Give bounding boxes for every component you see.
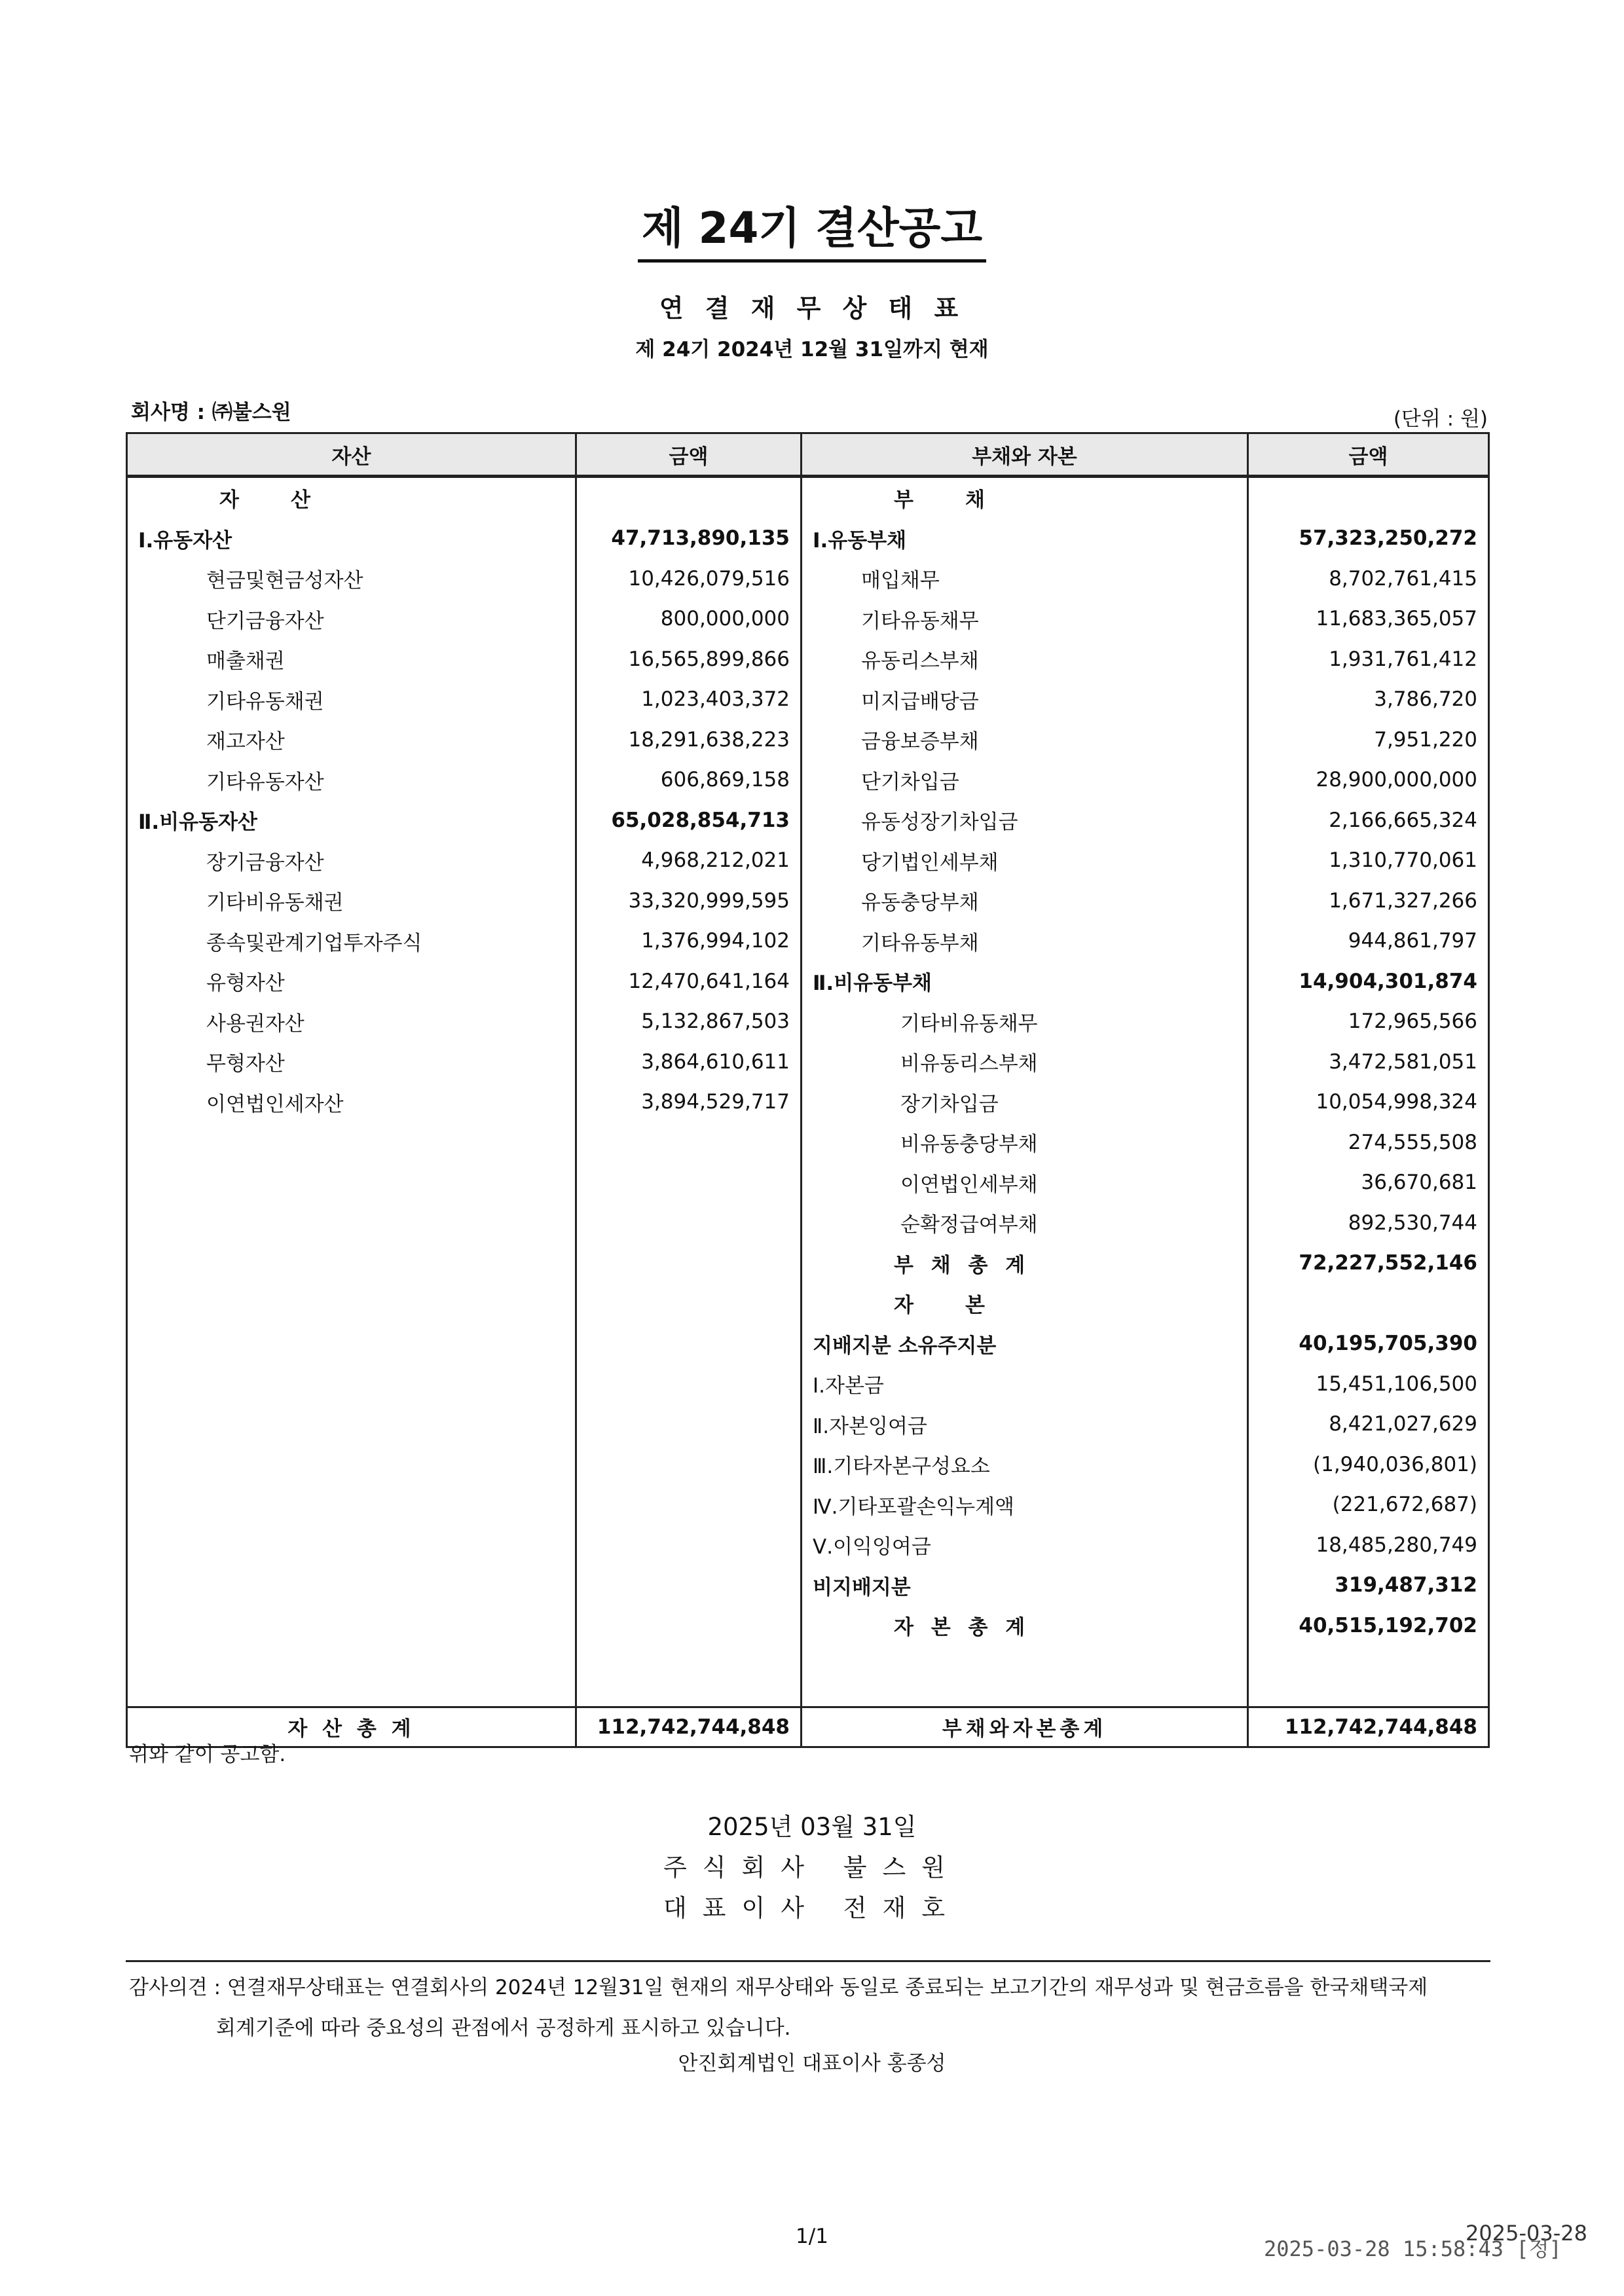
table-row (127, 599, 1489, 640)
liability-item-amount: 3,472,581,051 (1248, 1042, 1489, 1082)
asset-item-amount: 65,028,854,713 (576, 800, 802, 841)
asset-item-label: 기타유동자산 (127, 760, 576, 801)
liability-item-label: 유동리스부채 (802, 639, 1248, 680)
audit-opinion-line-2: 회계기준에 따라 중요성의 관점에서 공정하게 표시하고 있습니다. (216, 2016, 791, 2040)
table-row (127, 519, 1489, 559)
asset-item-label: 사용권자산 (127, 1002, 576, 1042)
stamp-date: 2025-03-28 (1466, 2221, 1587, 2246)
table-row (127, 1163, 1489, 1203)
liability-item-amount: 15,451,106,500 (1248, 1364, 1489, 1404)
asset-item-amount (576, 1122, 802, 1163)
company-name: 주식회사 불스원 (663, 1853, 961, 1882)
asset-item-amount (576, 1324, 802, 1364)
asset-item-amount (576, 1485, 802, 1525)
liability-item-amount: 892,530,744 (1248, 1203, 1489, 1243)
asset-item-label (127, 1203, 576, 1243)
asset-item-amount (576, 1203, 802, 1243)
asset-item-amount: 1,376,994,102 (576, 921, 802, 962)
liability-item-amount: 8,702,761,415 (1248, 558, 1489, 599)
page-number: 1/1 (796, 2225, 828, 2248)
asset-item-label (127, 1163, 576, 1203)
asset-item-label: 이연법인세자산 (127, 1082, 576, 1123)
statement-title: 연 결 재 무 상 태 표 (659, 294, 965, 323)
asset-item-label: Ⅰ.유동자산 (127, 519, 576, 559)
liability-item-amount: (221,672,687) (1248, 1485, 1489, 1525)
table-row (127, 639, 1489, 680)
table-row (127, 881, 1489, 921)
asset-item-amount: 606,869,158 (576, 760, 802, 801)
asset-item-amount: 1,023,403,372 (576, 680, 802, 720)
asset-item-label (127, 1404, 576, 1445)
liability-item-amount: 40,195,705,390 (1248, 1324, 1489, 1364)
asset-item-label (127, 1565, 576, 1606)
table-row (127, 558, 1489, 599)
liability-item-label: Ⅳ.기타포괄손익누계액 (802, 1485, 1248, 1525)
liability-item-label: 기타유동부채 (802, 921, 1248, 962)
table-row (127, 720, 1489, 760)
total-liabilities-equity-amount: 112,742,744,848 (1248, 1707, 1489, 1747)
asset-item-label: 유형자산 (127, 961, 576, 1002)
liability-item-label: 자 본 총 계 (802, 1605, 1248, 1646)
liability-item-label: Ⅱ.비유동부채 (802, 961, 1248, 1002)
asset-item-label: Ⅱ.비유동자산 (127, 800, 576, 841)
table-row (127, 1444, 1489, 1485)
table-row (127, 1364, 1489, 1404)
balance-sheet-table (126, 432, 1490, 1748)
header-amount-assets: 금액 (576, 433, 802, 477)
table-row (127, 1042, 1489, 1082)
asset-item-label: 종속및관계기업투자주식 (127, 921, 576, 962)
liability-item-amount: 274,555,508 (1248, 1122, 1489, 1163)
liability-item-label: 기타유동채무 (802, 599, 1248, 640)
asset-item-label (127, 1525, 576, 1565)
liability-item-label: 유동충당부채 (802, 881, 1248, 921)
liability-item-amount: 7,951,220 (1248, 720, 1489, 760)
asset-item-amount: 10,426,079,516 (576, 558, 802, 599)
table-row (127, 1283, 1489, 1324)
asset-item-amount: 18,291,638,223 (576, 720, 802, 760)
table-row (127, 1002, 1489, 1042)
liability-item-amount: 36,670,681 (1248, 1163, 1489, 1203)
asset-item-amount (576, 1163, 802, 1203)
asset-item-label: 기타비유동채권 (127, 881, 576, 921)
stamp-datetime: 2025-03-28 15:58:43 [정] (1264, 2236, 1562, 2261)
asset-item-amount (576, 1444, 802, 1485)
asset-item-label (127, 1485, 576, 1525)
asset-item-label: 현금및현금성자산 (127, 558, 576, 599)
asset-item-amount (576, 1364, 802, 1404)
liability-item-amount (1248, 477, 1489, 519)
table-row (127, 1525, 1489, 1565)
liability-item-label: Ⅰ.자본금 (802, 1364, 1248, 1404)
asset-item-label (127, 1243, 576, 1284)
asset-item-label (127, 1324, 576, 1364)
ceo-name: 대표이사 전재호 (663, 1894, 961, 1922)
asset-item-amount: 16,565,899,866 (576, 639, 802, 680)
liability-item-amount: 11,683,365,057 (1248, 599, 1489, 640)
asset-item-amount: 3,864,610,611 (576, 1042, 802, 1082)
table-row (127, 477, 1489, 519)
asset-item-amount: 3,894,529,717 (576, 1082, 802, 1123)
asset-item-label: 재고자산 (127, 720, 576, 760)
liability-item-amount: 2,166,665,324 (1248, 800, 1489, 841)
page-title (0, 193, 1624, 263)
asset-item-label: 매출채권 (127, 639, 576, 680)
header-assets: 자산 (127, 433, 576, 477)
asset-item-label (127, 1283, 576, 1324)
liability-item-label: Ⅱ.자본잉여금 (802, 1404, 1248, 1445)
liability-item-amount: 8,421,027,629 (1248, 1404, 1489, 1445)
table-row (127, 1324, 1489, 1364)
liability-item-label: 이연법인세부채 (802, 1163, 1248, 1203)
liability-item-label: 비유동충당부채 (802, 1122, 1248, 1163)
liability-item-label: 단기차입금 (802, 760, 1248, 801)
liability-item-label: 지배지분 소유주지분 (802, 1324, 1248, 1364)
liability-item-amount: 3,786,720 (1248, 680, 1489, 720)
liability-item-label: 장기차입금 (802, 1082, 1248, 1123)
table-row (127, 961, 1489, 1002)
liability-item-amount: 1,671,327,266 (1248, 881, 1489, 921)
liability-item-amount: 57,323,250,272 (1248, 519, 1489, 559)
announcement-date: 2025년 03월 31일 (707, 1813, 917, 1841)
divider (126, 1960, 1490, 1962)
table-body (127, 477, 1489, 1646)
table-row (127, 1243, 1489, 1284)
table-row (127, 921, 1489, 962)
auditor-name: 안진회계법인 대표이사 홍종성 (678, 2052, 946, 2075)
table-row (127, 1404, 1489, 1445)
liability-item-label: 비지배지분 (802, 1565, 1248, 1606)
liability-item-label: 부 채 총 계 (802, 1243, 1248, 1284)
liability-item-label: 금융보증부채 (802, 720, 1248, 760)
table-row (127, 1203, 1489, 1243)
table-row (127, 800, 1489, 841)
liability-item-label: 미지급배당금 (802, 680, 1248, 720)
asset-item-amount: 12,470,641,164 (576, 961, 802, 1002)
liability-item-amount: 1,931,761,412 (1248, 639, 1489, 680)
asset-item-amount: 33,320,999,595 (576, 881, 802, 921)
asset-item-amount: 5,132,867,503 (576, 1002, 802, 1042)
asset-item-amount: 800,000,000 (576, 599, 802, 640)
liability-item-label: 기타비유동채무 (802, 1002, 1248, 1042)
company-label: 회사명 : ㈜불스원 (131, 401, 291, 424)
asset-item-amount (576, 1404, 802, 1445)
asset-item-amount (576, 1605, 802, 1646)
table-total-row (127, 1707, 1489, 1747)
liability-item-label: Ⅲ.기타자본구성요소 (802, 1444, 1248, 1485)
liability-item-label: 순확정급여부채 (802, 1203, 1248, 1243)
table-row (127, 680, 1489, 720)
total-assets-label: 자 산 총 계 (127, 1707, 576, 1747)
table-header-row (127, 433, 1489, 477)
asset-item-label (127, 1444, 576, 1485)
asset-item-amount (576, 1525, 802, 1565)
table-spacer-row (127, 1646, 1489, 1707)
table-row (127, 1565, 1489, 1606)
liability-item-amount: 14,904,301,874 (1248, 961, 1489, 1002)
audit-opinion-line-1: 감사의견 : 연결재무상태표는 연결회사의 2024년 12월31일 현재의 재무상태와 동일로 종료되는 보고기간의 재무성과 및 현금흐름을 한국채택국제 (129, 1976, 1428, 1999)
liability-item-amount: 10,054,998,324 (1248, 1082, 1489, 1123)
asset-item-label: 단기금융자산 (127, 599, 576, 640)
liability-item-amount: 944,861,797 (1248, 921, 1489, 962)
asset-item-amount: 47,713,890,135 (576, 519, 802, 559)
liability-item-amount: 28,900,000,000 (1248, 760, 1489, 801)
asset-item-label: 무형자산 (127, 1042, 576, 1082)
total-assets-amount: 112,742,744,848 (576, 1707, 802, 1747)
liability-item-amount: 18,485,280,749 (1248, 1525, 1489, 1565)
asset-item-amount (576, 1565, 802, 1606)
asset-item-label (127, 1122, 576, 1163)
unit-label: (단위 : 원) (1393, 407, 1488, 431)
header-amount-liabilities: 금액 (1248, 433, 1489, 477)
table-row (127, 841, 1489, 881)
title-text: 제 24기 결산공고 (638, 193, 986, 263)
header-liabilities-equity: 부채와 자본 (802, 433, 1248, 477)
table-row (127, 1082, 1489, 1123)
table-row (127, 1605, 1489, 1646)
asset-item-label: 자 산 (127, 477, 576, 519)
liability-item-label: 자 본 (802, 1283, 1248, 1324)
asset-item-amount: 4,968,212,021 (576, 841, 802, 881)
liability-item-label: 비유동리스부채 (802, 1042, 1248, 1082)
total-liabilities-equity-label: 부채와자본총계 (802, 1707, 1248, 1747)
liability-item-label: Ⅴ.이익잉여금 (802, 1525, 1248, 1565)
asset-item-amount (576, 1243, 802, 1284)
liability-item-amount: 72,227,552,146 (1248, 1243, 1489, 1284)
liability-item-label: 매입채무 (802, 558, 1248, 599)
table-row (127, 1122, 1489, 1163)
liability-item-amount (1248, 1283, 1489, 1324)
table-row (127, 1485, 1489, 1525)
liability-item-label: Ⅰ.유동부채 (802, 519, 1248, 559)
asset-item-label: 기타유동채권 (127, 680, 576, 720)
asset-item-label: 장기금융자산 (127, 841, 576, 881)
statement-period: 제 24기 2024년 12월 31일까지 현재 (635, 338, 989, 361)
liability-item-amount: 319,487,312 (1248, 1565, 1489, 1606)
asset-item-amount (576, 1283, 802, 1324)
table-row (127, 760, 1489, 801)
liability-item-label: 당기법인세부채 (802, 841, 1248, 881)
liability-item-amount: (1,940,036,801) (1248, 1444, 1489, 1485)
announcement-remark: 위와 같이 공고함. (129, 1743, 286, 1766)
liability-item-amount: 1,310,770,061 (1248, 841, 1489, 881)
asset-item-label (127, 1364, 576, 1404)
liability-item-amount: 172,965,566 (1248, 1002, 1489, 1042)
liability-item-label: 유동성장기차입금 (802, 800, 1248, 841)
liability-item-amount: 40,515,192,702 (1248, 1605, 1489, 1646)
liability-item-label: 부 채 (802, 477, 1248, 519)
asset-item-amount (576, 477, 802, 519)
asset-item-label (127, 1605, 576, 1646)
